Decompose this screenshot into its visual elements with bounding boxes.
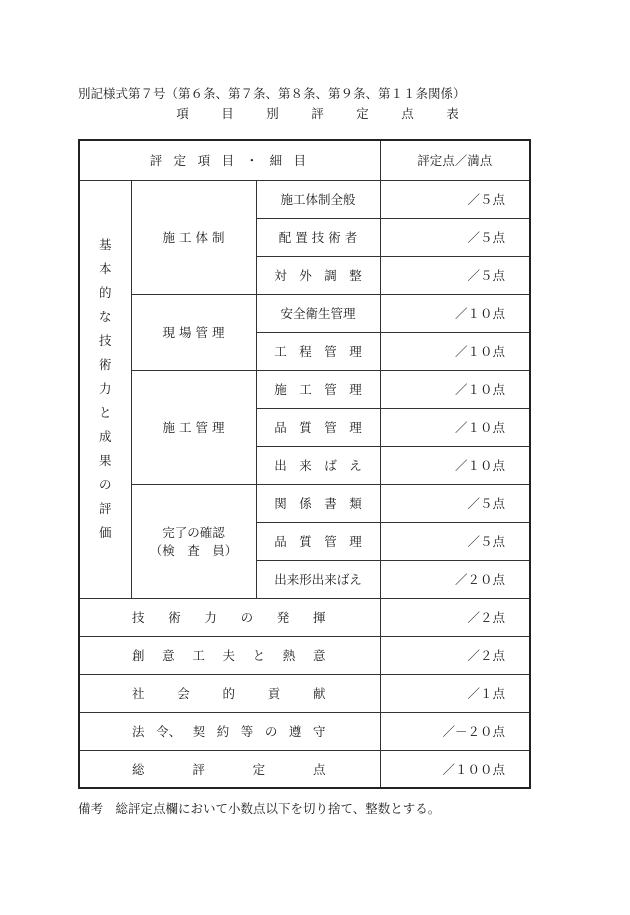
total-points: ／１００点 [380,750,530,788]
group-name: 施 工 体 制 [131,180,256,294]
other-item-points: ／１点 [380,674,530,712]
other-item-points: ／２点 [380,598,530,636]
section-label: 基 本 的 な 技 術 力 と 成 果 の 評 価 [79,180,131,598]
other-item-label: 技 術 力 の 発 揮 [79,598,380,636]
page-title: 項 目 別 評 定 点 表 [176,106,469,121]
item-label: 出来形出来ばえ [256,560,380,598]
group-name [131,484,256,598]
item-points: ／１０点 [380,332,530,370]
item-points: ／５点 [380,180,530,218]
group-name: 施 工 管 理 [131,370,256,484]
item-points: ／５点 [380,522,530,560]
item-label: 安全衛生管理 [256,294,380,332]
item-points: ／５点 [380,484,530,522]
item-points: ／１０点 [380,294,530,332]
item-points: ／１０点 [380,408,530,446]
total-label: 総 評 定 点 [79,750,380,788]
other-item-label: 創 意 工 夫 と 熱 意 [79,636,380,674]
item-points: ／５点 [380,256,530,294]
other-item-label: 社 会 的 貢 献 [79,674,380,712]
item-points: ／１０点 [380,446,530,484]
form-number: 別記様式第７号（第６条、第７条、第８条、第９条、第１１条関係） [78,86,466,101]
item-label: 配 置 技 術 者 [256,218,380,256]
item-label: 関 係 書 類 [256,484,380,522]
group-name-line1: 完了の確認 [162,525,225,540]
other-item-label: 法 令、 契 約 等 の 遵 守 [79,712,380,750]
header-item: 評 定 項 目 ・ 細 目 [79,140,380,180]
item-label: 施 工 管 理 [256,370,380,408]
evaluation-table [78,139,531,789]
item-label: 対 外 調 整 [256,256,380,294]
item-label: 品 質 管 理 [256,522,380,560]
item-points: ／５点 [380,218,530,256]
item-points: ／１０点 [380,370,530,408]
other-item-points: ／２点 [380,636,530,674]
group-name: 現 場 管 理 [131,294,256,370]
header-points: 評定点／満点 [380,140,530,180]
item-label: 工 程 管 理 [256,332,380,370]
item-label: 施工体制全般 [256,180,380,218]
other-item-points: ／－２０点 [380,712,530,750]
item-label: 品 質 管 理 [256,408,380,446]
remarks-note: 備考 総評定点欄において小数点以下を切り捨て、整数とする。 [78,801,441,816]
item-points: ／２０点 [380,560,530,598]
group-name-line2: （検 査 員） [149,543,238,558]
item-label: 出 来 ば え [256,446,380,484]
